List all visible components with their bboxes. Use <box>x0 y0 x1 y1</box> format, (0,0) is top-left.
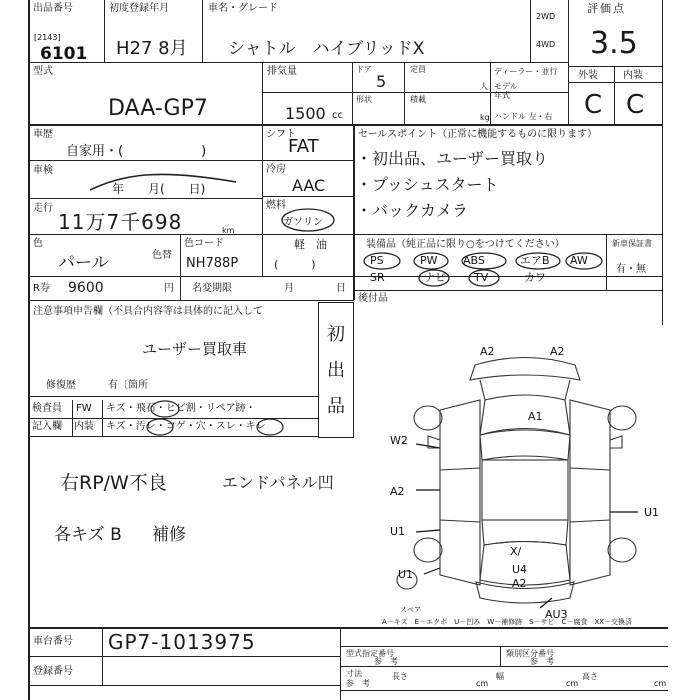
displacement-value: 1500 <box>285 104 326 123</box>
mark-u4: U4 <box>512 563 528 576</box>
equip-abs: ABS <box>463 254 485 267</box>
history-value: 自家用・( ) <box>66 144 207 159</box>
recycle-unit: 円 <box>164 283 174 294</box>
equip-ps: PS <box>370 254 384 267</box>
remark-1a: 右RP/W不良 <box>60 472 167 494</box>
vline <box>202 0 203 62</box>
inspection-label: 車検 <box>33 165 53 176</box>
hline <box>354 234 662 235</box>
capacity-label: 定員 <box>410 65 426 74</box>
dealer-label: ディーラー・並行 <box>494 67 558 76</box>
dims-label: 寸法 <box>346 669 362 678</box>
hline <box>28 198 262 199</box>
first-reg-label: 初度登録年月 <box>109 3 169 14</box>
vline <box>404 62 405 126</box>
fuel-diesel: 軽 油 <box>294 238 327 251</box>
width-label: 幅 <box>496 672 504 681</box>
car-name-label: 車名・グレード <box>208 3 278 14</box>
hline <box>568 66 662 67</box>
vline <box>102 628 103 686</box>
mark-a1-hood: A1 <box>528 410 543 423</box>
mark-a2-left: A2 <box>390 485 405 498</box>
vline <box>352 62 353 126</box>
warranty-value: 有・無 <box>616 264 646 275</box>
car-name-value: シャトル ハイブリッドX <box>228 39 425 59</box>
mark-a2-rear: A2 <box>512 577 527 590</box>
inspector-label-2: 記入欄 <box>32 421 62 432</box>
vline <box>530 0 531 62</box>
width-unit: cm <box>566 679 579 688</box>
capacity-unit: 人 <box>480 82 488 91</box>
remark-2b: 補修 <box>152 525 186 545</box>
equip-airbag: エアB <box>520 254 550 267</box>
warranty-label: 新車保証書 <box>612 239 652 248</box>
equip-tv: TV <box>474 271 489 284</box>
equipment-label: 装備品（純正品に限り○をつけてください） <box>366 239 565 250</box>
drive-2wd: 2WD <box>536 12 556 21</box>
mileage-value: 11万7千698 <box>58 210 183 234</box>
remark-2a: 各キズ B <box>54 525 122 545</box>
lot-number: 6101 <box>40 44 88 64</box>
reg-label: 登録番号 <box>33 666 73 677</box>
displacement-unit: cc <box>332 110 343 121</box>
vline <box>180 276 181 300</box>
inspection-value: 年 月( 日) <box>112 182 206 196</box>
interior-value: C <box>626 90 645 120</box>
sales-point-1: ・初出品、ユーザー買取り <box>356 149 549 168</box>
left-border <box>28 0 30 700</box>
inspector-label-1: 検査員 <box>32 403 62 414</box>
vline <box>340 628 341 700</box>
name-change-day: 日 <box>336 283 346 294</box>
shape-label: 形状 <box>356 95 372 104</box>
fuel-gas: ガソリン <box>283 217 323 228</box>
mileage-label: 走行 <box>33 203 53 214</box>
height-unit: cm <box>654 679 667 688</box>
inspector-row2-items: キズ・汚レ・コゲ・穴・スレ・キレ <box>106 421 266 432</box>
recycle-value: 9600 <box>68 280 104 296</box>
handle-label: ハンドル 左・右 <box>494 112 553 121</box>
doors-label: ドア <box>356 65 372 74</box>
hline <box>28 124 662 126</box>
repair-label: 修復歴 <box>46 380 76 391</box>
color-code-value: NH788P <box>186 256 239 271</box>
vline <box>104 0 105 62</box>
chassis-label: 車台番号 <box>33 636 73 647</box>
hline <box>568 82 662 83</box>
chassis-value: GP7-1013975 <box>108 630 256 654</box>
vline <box>72 400 73 436</box>
vline <box>500 646 501 666</box>
model-cert-ref: 参 考 <box>374 657 398 666</box>
vline <box>262 62 263 126</box>
inspector-row1-items: キズ・飛石・ヒビ割・リペア跡・ <box>106 403 256 414</box>
loadcap-label: 積載 <box>410 95 426 104</box>
equip-leather: カワ <box>524 271 546 284</box>
vline <box>614 66 615 126</box>
repair-value: 有〔箇所 <box>108 380 148 391</box>
doors-value: 5 <box>376 72 387 91</box>
fuel-label: 燃料 <box>266 200 286 211</box>
color-swap-label: 色替 <box>152 250 172 261</box>
mark-u1-left: U1 <box>390 525 406 538</box>
vline <box>568 0 569 126</box>
mark-a2-front-right: A2 <box>550 345 565 358</box>
model-year-label: モデル年式 <box>494 82 518 100</box>
hline <box>28 62 568 63</box>
mark-au3: AU3 <box>545 608 568 620</box>
ac-value: AAC <box>292 176 326 195</box>
drive-4wd: 4WD <box>536 40 556 49</box>
hline <box>28 627 668 629</box>
first-listing-stamp <box>318 302 354 438</box>
color-code-label: 色コード <box>184 238 224 249</box>
notes-value: ユーザー買取車 <box>142 340 248 358</box>
hline <box>262 160 354 161</box>
remark-1b: エンドパネル凹 <box>222 473 334 492</box>
name-change-label: 名変期限 <box>192 283 232 294</box>
fuel-circle <box>278 206 338 236</box>
inspection-strike <box>86 168 246 196</box>
equip-sr: SR <box>370 271 385 284</box>
ac-label: 冷房 <box>266 164 286 175</box>
hline <box>28 685 340 686</box>
hline <box>340 666 668 667</box>
mileage-unit: km <box>222 226 235 235</box>
post-fit-label: 後付品 <box>358 293 388 304</box>
hline <box>354 290 662 291</box>
spare-label: スペア <box>400 606 421 614</box>
class-ref: 参 考 <box>530 657 554 666</box>
mark-a2-front-left: A2 <box>480 345 495 358</box>
equip-pw: PW <box>420 254 438 267</box>
loadcap-unit: kg <box>480 113 490 122</box>
exterior-value: C <box>584 90 603 120</box>
vline <box>353 126 355 300</box>
class-label: 類別区分番号 <box>506 649 554 658</box>
shift-value: FAT <box>288 136 319 157</box>
car-damage-diagram <box>380 340 670 620</box>
length-label: 長さ <box>392 672 408 681</box>
model-cert-label: 型式指定番号 <box>346 649 394 658</box>
inspector-row2-head: 内装 <box>74 421 94 432</box>
mark-u1-right: U1 <box>644 506 660 519</box>
hline <box>340 690 668 691</box>
hline <box>262 196 354 197</box>
model-label: 型式 <box>33 66 53 77</box>
history-label: 車歴 <box>33 129 53 140</box>
lot-label: 出品番号 <box>33 3 73 14</box>
height-label: 高さ <box>582 672 598 681</box>
mark-u1-rear-left: U1 <box>398 568 414 581</box>
inspector-row1-head: FW <box>76 403 92 414</box>
score-value: 3.5 <box>590 26 638 61</box>
equipment-circles <box>360 248 610 290</box>
displacement-label: 排気量 <box>267 66 297 77</box>
hline <box>28 160 262 161</box>
equip-navi: ナビ <box>424 271 446 284</box>
mark-x: X/ <box>510 545 522 558</box>
hline <box>262 92 568 93</box>
vline <box>180 234 181 276</box>
lot-code: [2143] <box>34 33 61 42</box>
hline <box>340 646 668 647</box>
vline <box>490 62 491 126</box>
length-unit: cm <box>476 679 489 688</box>
notes-label: 注意事項申告欄（不具合内容等は具体的に記入して <box>33 306 263 317</box>
hline <box>28 656 340 657</box>
sales-point-3: ・バックカメラ <box>356 201 469 220</box>
mark-w2: W2 <box>390 434 408 447</box>
shift-label: シフト <box>266 129 296 140</box>
score-label: 評価点 <box>587 2 626 15</box>
vline <box>262 126 263 276</box>
fuel-paren: ( ) <box>274 258 316 271</box>
first-listing-stamp-text: 初出品 <box>327 324 345 417</box>
interior-label: 内装 <box>623 70 643 81</box>
exterior-label: 外装 <box>578 70 598 81</box>
vline <box>102 400 103 436</box>
equip-aw: AW <box>570 254 588 267</box>
hline <box>28 300 354 301</box>
sales-point-2: ・プッシュスタート <box>356 175 499 194</box>
name-change-month: 月 <box>284 283 294 294</box>
right-border <box>662 0 663 325</box>
dims-ref: 参 考 <box>346 679 370 688</box>
model-value: DAA-GP7 <box>108 96 208 121</box>
color-value: パール <box>58 253 109 273</box>
first-reg-value: H27 8月 <box>116 38 188 59</box>
recycle-label: R券 <box>33 283 50 294</box>
hline <box>28 396 318 397</box>
damage-legend: A－キズ E－エクボ U－凹み W－補修跡 S－サビ C－腐食 XX－交換済 <box>382 618 633 626</box>
inspector-circles <box>140 398 300 438</box>
sales-points-label: セールスポイント（正常に機能するものに限ります） <box>358 129 598 140</box>
color-label: 色 <box>33 238 43 249</box>
